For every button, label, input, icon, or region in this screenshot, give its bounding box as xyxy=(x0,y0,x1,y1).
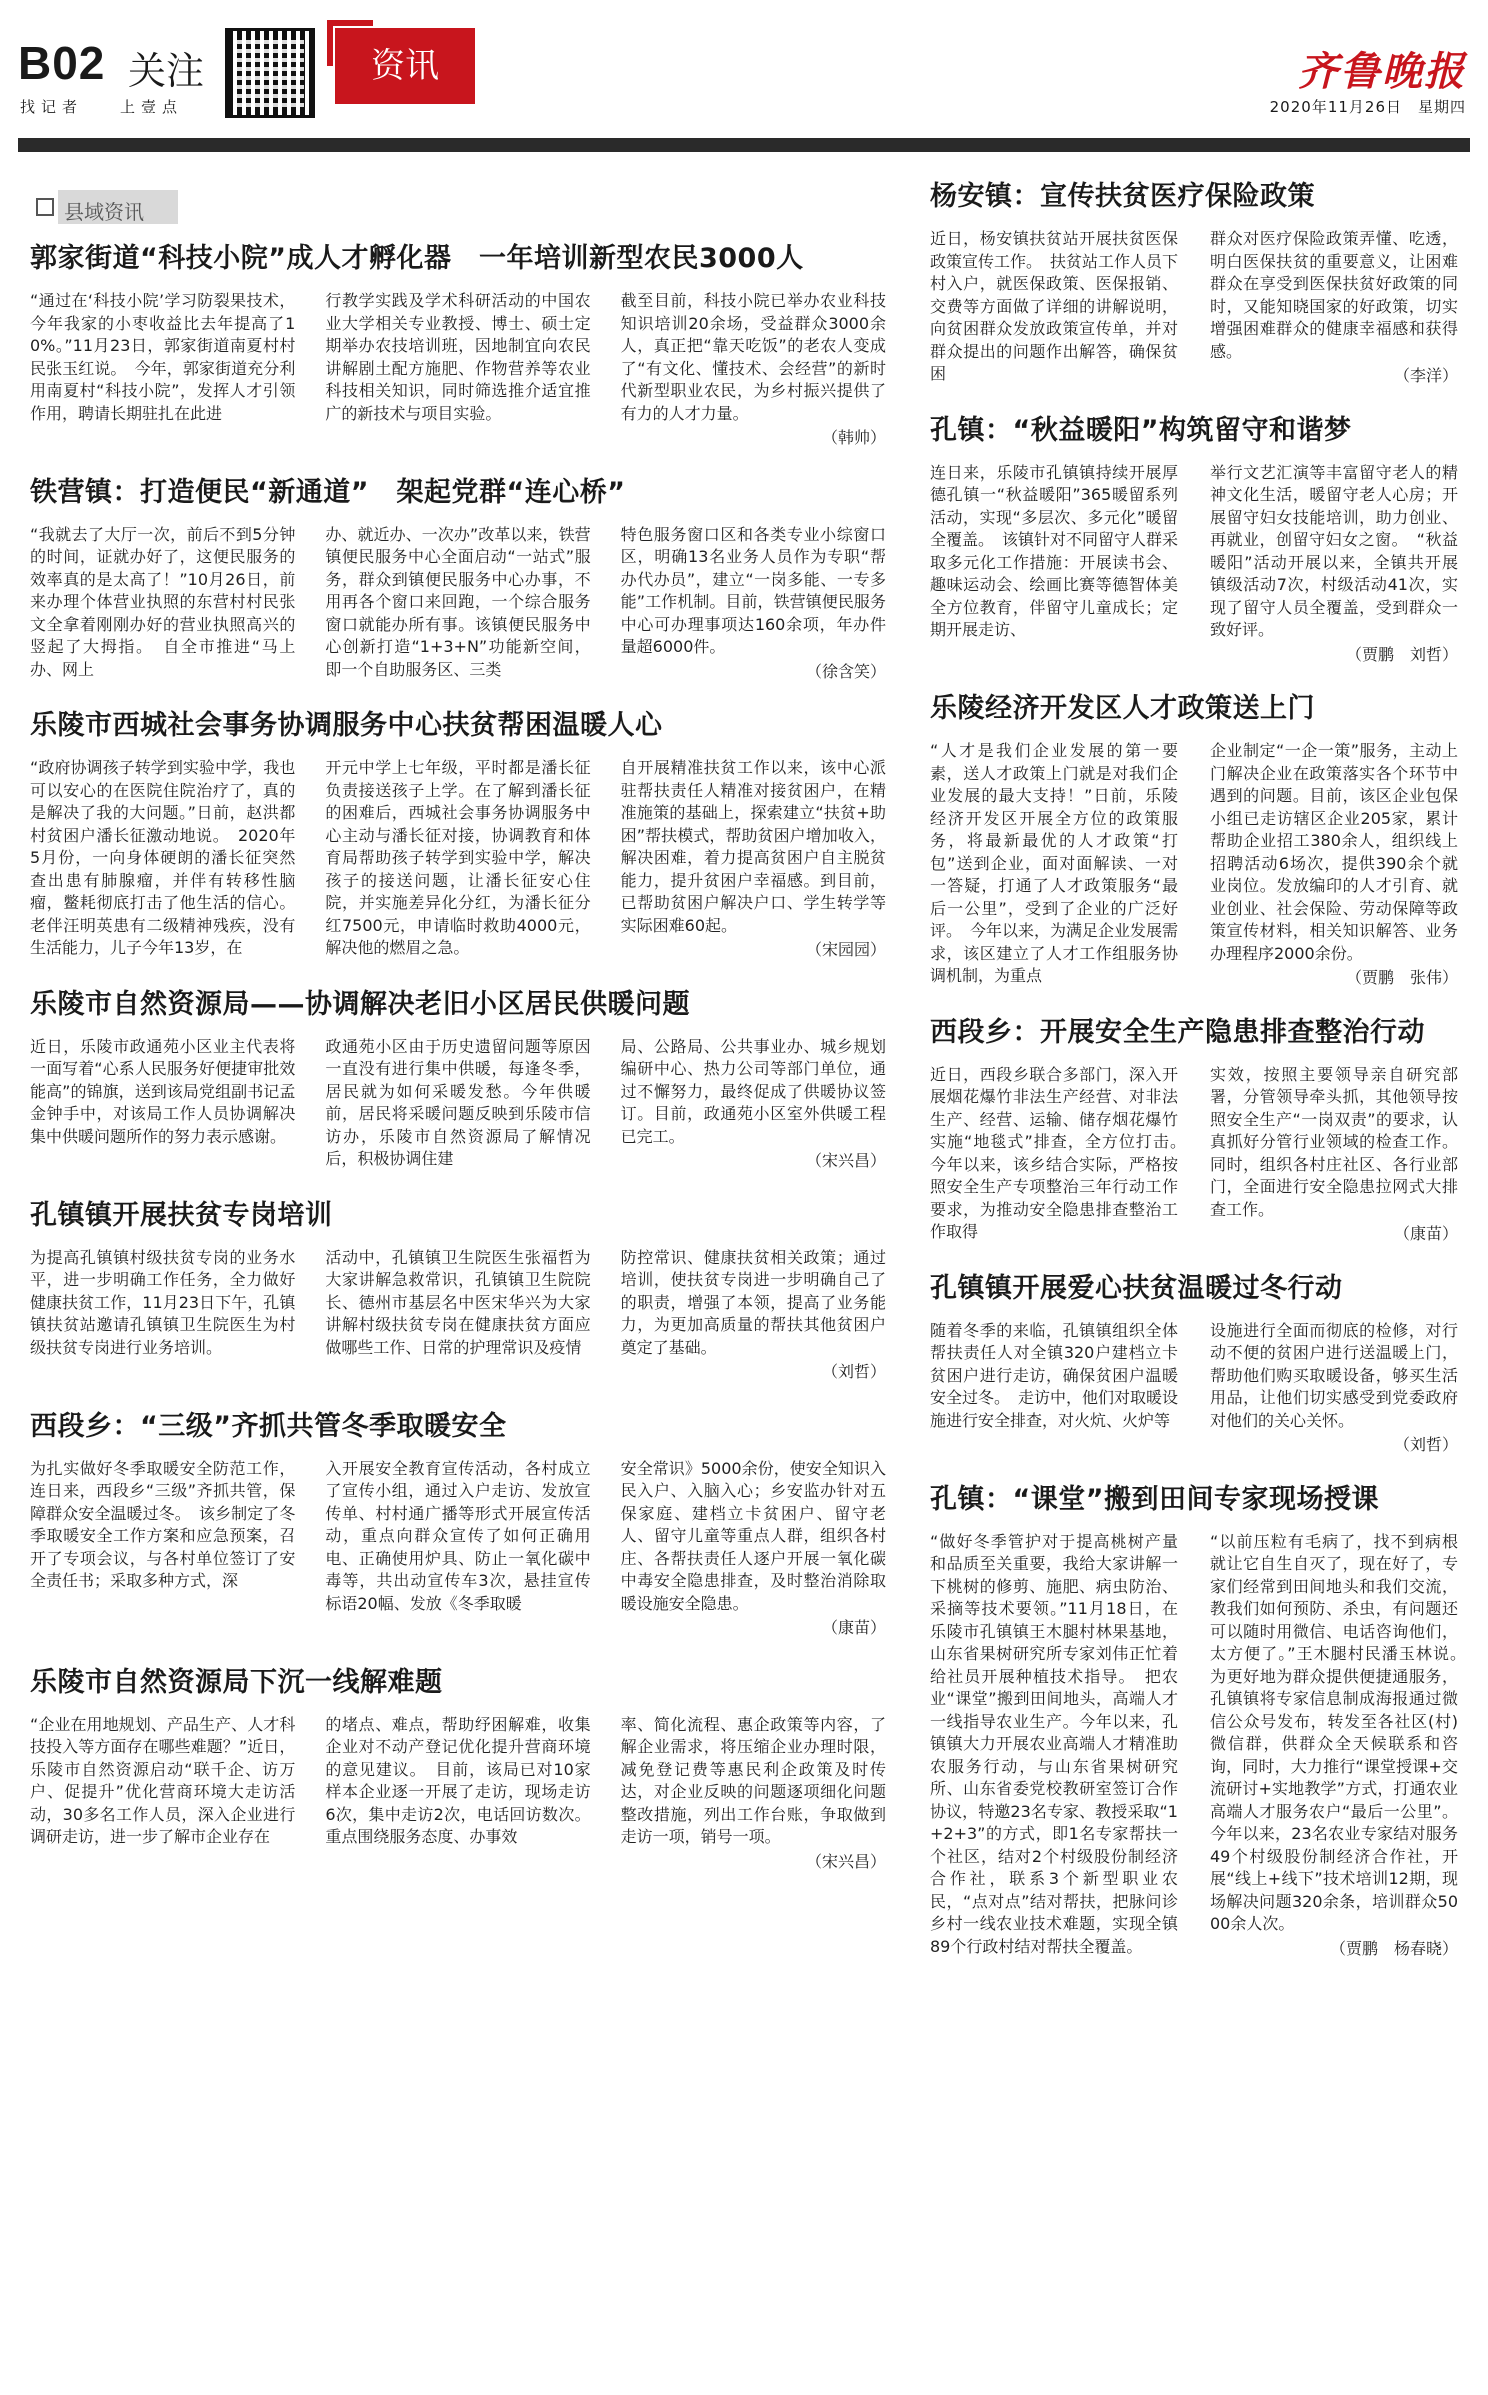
article-body xyxy=(18,1714,898,1874)
article-paragraph xyxy=(30,524,295,684)
article-byline: （宋园园） xyxy=(805,940,886,959)
paragraph-text: 率、简化流程、惠企政策等内容，了解企业需求，将压缩企业办理时限，减免登记费等惠民利企政策及时传达，对企业反映的问题逐项细化问题整改措施，列出工作台账，争取做到走访一项，销号一项。 xyxy=(620,1714,886,1846)
article-byline: （刘哲） xyxy=(1393,1435,1458,1454)
article-byline: （宋兴昌） xyxy=(805,1851,886,1871)
article-byline: （康苗） xyxy=(821,1618,886,1637)
article xyxy=(18,1406,898,1640)
county-news-tag xyxy=(36,190,216,228)
paragraph-text: 为提高孔镇镇村级扶贫专岗的业务水平，进一步明确工作任务，全力做好健康扶贫工作，11月23日下午，孔镇镇扶贫站邀请孔镇镇卫生院医生为村级扶贫专岗进行业务培训。 xyxy=(30,1247,296,1357)
article-headline[interactable]: 孔镇：“课堂”搬到田间专家现场授课 xyxy=(930,1483,1379,1515)
article-headline[interactable]: 西段乡：“三级”齐抓共管冬季取暖安全 xyxy=(30,1410,507,1442)
article-body xyxy=(918,228,1470,388)
paragraph-text: “我就去了大厅一次，前后不到5分钟的时间，证就办好了，这便民服务的效率真的是太高了！”10月26日，前来办理个体营业执照的东营村村民张文全拿着刚刚办好的营业执照高兴的竖起了大拇指。 自全市推进“马上办、网上 xyxy=(30,524,296,679)
article xyxy=(18,1662,898,1874)
paragraph-text: “通过在‘科技小院’学习防裂果技术，今年我家的小枣收益比去年提高了10%。”11月23日，郭家街道南夏村村民张玉红说。 今年，郭家街道充分利用南夏村“科技小院”，发挥人才引领作用，聘请长期驻扎在此进 xyxy=(30,291,296,423)
article-headline[interactable]: 孔镇：“秋益暖阳”构筑留守和谐梦 xyxy=(930,414,1352,446)
article-byline: （刘哲） xyxy=(821,1362,886,1381)
article-paragraph xyxy=(30,757,295,962)
paragraph-text: “政府协调孩子转学到实验中学，我也可以安心的在医院住院治疗了，真的是解决了我的大问题。”日前，赵洪都村贫困户潘长征激动地说。 2020年5月份，一向身体硬朗的潘长征突然查出患有肺腺瘤，并伴有转移性脑瘤，鳖耗彻底打击了他生活的信心。老伴汪明英患有二级精神残疾，没有生活能力，儿子今年13岁，在 xyxy=(30,758,296,957)
article xyxy=(18,984,898,1173)
paragraph-text: 防控常识、健康扶贫相关政策；通过培训，使扶贫专岗进一步明确自己了的职责，增强了本领，提高了业务能力，为更加高质量的帮扶其他贫困户奠定了基础。 xyxy=(620,1247,886,1357)
article-headline[interactable]: 乐陵市西城社会事务协调服务中心扶贫帮困温暖人心 xyxy=(30,710,663,741)
article-headline[interactable]: 孔镇镇开展爱心扶贫温暖过冬行动 xyxy=(930,1272,1343,1304)
article-headline[interactable]: 杨安镇：宣传扶贫医疗保险政策 xyxy=(930,181,1315,212)
article-paragraph xyxy=(930,1320,1178,1457)
article-byline: （康苗） xyxy=(1393,1224,1458,1243)
article xyxy=(918,410,1470,667)
article-paragraph xyxy=(621,1247,886,1384)
paragraph-text: 政通苑小区由于历史遗留问题等原因一直没有进行集中供暖，每逢冬季，居民就为如何采暖发愁。今年供暖前，居民将采暖问题反映到乐陵市信访办，乐陵市自然资源局了解情况后，积极协调住建 xyxy=(325,1036,591,1168)
paragraph-text: 群众对医疗保险政策弄懂、吃透，明白医保扶贫的重要意义，让困难群众在享受到医保扶贫好政策的同时，又能知晓国家的好政策，切实增强困难群众的健康幸福感和获得感。 xyxy=(1210,229,1458,361)
article-byline: （韩帅） xyxy=(821,428,886,447)
article-body xyxy=(18,757,898,962)
article-body xyxy=(18,1458,898,1640)
section-name: 关注 xyxy=(128,49,205,93)
paragraph-text: “企业在用地规划、产品生产、人才科技投入等方面存在哪些难题？”近日，乐陵市自然资源启动“联千企、访万户、促提升”优化营商环境大走访活动，30多名工作人员，深入企业进行调研走访，进一步了解市企业存在 xyxy=(30,1714,296,1846)
article-paragraph xyxy=(325,1036,590,1173)
article-paragraph xyxy=(1210,462,1458,667)
article-paragraph xyxy=(621,1714,886,1874)
article xyxy=(18,238,898,450)
paragraph-text: 近日，杨安镇扶贫站开展扶贫医保政策宣传工作。 扶贫站工作人员下村入户，就医保政策、医保报销、交费等方面做了详细的讲解说明，向贫困群众发放政策宣传单，并对群众提出的问题作出解答，确保贫困 xyxy=(930,229,1179,383)
square-icon xyxy=(36,198,54,216)
article-headline[interactable]: 郭家街道“科技小院”成人才孵化器 一年培训新型农民3000人 xyxy=(30,243,804,274)
article xyxy=(918,176,1470,388)
article-paragraph xyxy=(621,1458,886,1640)
masthead xyxy=(0,0,1488,150)
article-byline: （徐含笑） xyxy=(805,661,886,681)
article-paragraph xyxy=(930,740,1178,990)
article-byline: （李洋） xyxy=(1393,366,1458,385)
article-headline[interactable]: 乐陵市自然资源局下沉一线解难题 xyxy=(30,1666,443,1698)
issue-date: 2020年11月26日 星期四 xyxy=(1269,98,1466,116)
article-paragraph xyxy=(30,290,295,450)
article-body xyxy=(18,290,898,450)
paragraph-text: 开元中学上七年级，平时都是潘长征负责接送孩子上学。在了解到潘长征的困难后，西城社会事务协调服务中心主动与潘长征对接，协调教育和体育局帮助孩子转学到实验中学，解决孩子的接送问题，让潘长征安心住院，并实施差异化分红，为潘长征分红7500元，申请临时救助4000元，解决他的燃眉之急。 xyxy=(325,758,591,957)
article-body xyxy=(918,740,1470,990)
section-tag xyxy=(335,28,475,104)
article xyxy=(918,1268,1470,1457)
paragraph-text: 自开展精准扶贫工作以来，该中心派驻帮扶责任人精准对接贫困户，在精准施策的基础上，探索建立“扶贫+助困”帮扶模式，帮助贫困户增加收入，解决困难，着力提高贫困户自主脱贫能力，提升贫困户幸福感。到目前，已帮助贫困户解决户口、学生转学等实际困难60起。 xyxy=(620,758,886,935)
paragraph-text: 近日，西段乡联合多部门，深入开展烟花爆竹非法生产经营、对非法生产、经营、运输、储存烟花爆竹实施“地毯式”排查，全方位打击。 今年以来，该乡结合实际，严格按照安全生产专项整治三年行动工作要求，为推动安全隐患排查整治工作取得 xyxy=(930,1064,1195,1241)
article-paragraph xyxy=(325,1714,590,1874)
article-headline[interactable]: 乐陵经济开发区人才政策送上门 xyxy=(930,693,1315,724)
article-paragraph xyxy=(30,1714,295,1874)
paragraph-text: 近日，乐陵市政通苑小区业主代表将一面写着“心系人民服务好便捷审批效能高”的锦旗，送到该局党组副书记孟金钟手中，对该局工作人员协调解决集中供暖问题所作的努力表示感谢。 xyxy=(30,1036,296,1146)
article-paragraph xyxy=(30,1247,295,1384)
paragraph-text: 随着冬季的来临，孔镇镇组织全体帮扶责任人对全镇320户建档立卡贫困户进行走访，确保贫困户温暖安全过冬。 走访中，他们对取暖设施进行安全排查，对火炕、火炉等 xyxy=(930,1320,1179,1430)
article-headline[interactable]: 孔镇镇开展扶贫专岗培训 xyxy=(30,1199,333,1231)
article-paragraph xyxy=(30,1458,295,1640)
article xyxy=(918,1012,1470,1246)
qr-code-icon xyxy=(225,28,315,118)
article-byline: （贾鹏 刘哲） xyxy=(1345,644,1458,664)
article-paragraph xyxy=(325,1458,590,1640)
article-byline: （贾鹏 杨春晓） xyxy=(1329,1938,1458,1958)
article-paragraph xyxy=(325,290,590,450)
article-paragraph xyxy=(621,290,886,450)
article-body xyxy=(18,524,898,684)
article-paragraph xyxy=(30,1036,295,1173)
article-headline[interactable]: 西段乡：开展安全生产隐患排查整治行动 xyxy=(930,1016,1425,1048)
article-paragraph xyxy=(1210,228,1458,388)
article-paragraph xyxy=(325,1247,590,1384)
article-paragraph xyxy=(325,524,590,684)
paragraph-text: 为扎实做好冬季取暖安全防范工作，连日来，西段乡“三级”齐抓共管，保障群众安全温暖过冬。 该乡制定了冬季取暖安全工作方案和应急预案，召开了专项会议，与各村单位签订了安全责任书；采取多种方式，深 xyxy=(30,1458,296,1590)
paragraph-text: 的堵点、难点，帮助纾困解难，收集企业对不动产登记优化提升营商环境的意见建议。 目前，该局已对10家样本企业逐一开展了走访，现场走访6次，集中走访2次，电话回访数次。重点围绕服务态度、办事效 xyxy=(325,1714,591,1846)
paragraph-text: 特色服务窗口区和各类专业小综窗口区，明确13名业务人员作为专职“帮办代办员”，建立“一岗多能、一专多能”工作机制。目前，铁营镇便民服务中心可办理事项达160余项，年办件量超6000件。 xyxy=(620,524,886,656)
article xyxy=(18,1195,898,1384)
article-paragraph xyxy=(930,1064,1195,1246)
paragraph-text: “做好冬季管护对于提高桃树产量和品质至关重要，我给大家讲解一下桃树的修剪、施肥、病虫防治、采摘等技术要领。”11月18日，在乐陵市孔镇镇王木腿村林果基地，山东省果树研究所专家刘伟正忙着给社员开展种植技术指导。 把农业“课堂”搬到田间地头，高端人才一线指导农业生产。今年以来，孔镇镇大力开展农业高端人才精准助农服务行动，与山东省果树研究所、山东省委党校教研室签订合作协议，特邀23名专家、教授采取“1+2+3”的方式，即1名专家帮扶一个社区，结对2个村级股份制经济合作社，联系3个新型职业农民，“点对点”结对帮扶，把脉问诊乡村一线农业技术难题，实现全镇89个行政村结对帮扶全覆盖。 xyxy=(930,1531,1178,1956)
paragraph-text: 设施进行全面而彻底的检修，对行动不便的贫困户进行送温暖上门，帮助他们购买取暖设备，够买生活用品，让他们切实感受到党委政府对他们的关心关怀。 xyxy=(1210,1320,1458,1430)
paragraph-text: 入开展安全教育宣传活动，各村成立了宣传小组，通过入户走访、发放宣传单、村村通广播等形式开展宣传活动，重点向群众宣传了如何正确用电、正确使用炉具、防止一氧化碳中毒等，共出动宣传车3次，悬挂宣传标语20幅、发放《冬季取暖 xyxy=(325,1458,591,1613)
reporter-hint: 找记者 xyxy=(20,98,84,116)
article xyxy=(18,472,898,684)
page-number: B02 xyxy=(18,37,106,89)
article-body xyxy=(918,1531,1475,1961)
article-byline: （宋兴昌） xyxy=(805,1151,886,1170)
newspaper-logo: 齐鲁晚报 xyxy=(1298,48,1466,95)
paragraph-text: 活动中，孔镇镇卫生院医生张福哲为大家讲解急救常识，孔镇镇卫生院院长、德州市基层名中医宋华兴为大家讲解村级扶贫专岗在健康扶贫方面应做哪些工作、日常的护理常识及疫情 xyxy=(325,1247,591,1357)
paragraph-text: 实效，按照主要领导亲自研究部署，分管领导牵头抓，其他领导按照安全生产“一岗双责”的要求，认真抓好分管行业领域的检查工作。同时，组织各村庄社区、各行业部门，全面进行安全隐患拉网式大排查工作。 xyxy=(1210,1064,1458,1219)
article-body xyxy=(918,1320,1470,1457)
masthead-rule xyxy=(18,138,1470,152)
paragraph-text: 举行文艺汇演等丰富留守老人的精神文化生活，暖留守老人心房；开展留守妇女技能培训，助力创业、再就业，创留守妇女之窗。 “秋益暖阳”活动开展以来，全镇共开展镇级活动7次，村级活动41次，实现了留守人员全覆盖，受到群众一致好评。 xyxy=(1210,462,1458,639)
paragraph-text: 企业制定“一企一策”服务，主动上门解决企业在政策落实各个环节中遇到的问题。目前，该区企业包保小组已走访辖区企业205家，累计帮助企业招工380余人，组织线上招聘活动6场次，提供390余个就业岗位。发放编印的人才引育、就业创业、社会保险、劳动保障等政策宣传材料，相关知识解答、业务办理程序2000余份。 xyxy=(1210,741,1458,963)
article-body xyxy=(18,1036,898,1173)
article xyxy=(918,688,1470,990)
paragraph-text: 截至目前，科技小院已举办农业科技知识培训20余场，受益群众3000余人，真正把“靠天吃饭”的老农人变成了“有文化、懂技术、会经营”的新时代新型职业农民，为乡村振兴提供了有力的人才力量。 xyxy=(620,291,886,423)
article-paragraph xyxy=(621,1036,886,1173)
article-paragraph xyxy=(930,462,1178,667)
paragraph-text: “人才是我们企业发展的第一要素，送人才政策上门就是对我们企业发展的最大支持！”日前，乐陵经济开发区开展全方位的政策服务，将最新最优的人才政策“打包”送到企业，面对面解读、一对一答疑，打通了人才政策服务“最后一公里”，受到了企业的广泛好评。 今年以来，为满足企业发展需求，该区建立了人才工作组服务协调机制，为重点 xyxy=(930,741,1179,985)
county-news-label: 县域资讯 xyxy=(64,200,144,224)
article xyxy=(918,1479,1475,1961)
article-body xyxy=(18,1247,898,1384)
article-paragraph xyxy=(325,757,590,962)
editor-hint: 上壹点 xyxy=(120,98,184,116)
section-tag-label: 资讯 xyxy=(371,46,439,86)
article-paragraph xyxy=(1210,740,1458,990)
paragraph-text: 局、公路局、公共事业办、城乡规划编研中心、热力公司等部门单位，通过不懈努力，最终促成了供暖协议签订。目前，政通苑小区室外供暖工程已完工。 xyxy=(620,1036,886,1146)
article-paragraph xyxy=(930,1531,1178,1961)
paragraph-text: 连日来，乐陵市孔镇镇持续开展厚德孔镇一“秋益暖阳”365暖留系列活动，实现“多层次、多元化”暖留全覆盖。 该镇针对不同留守人群采取多元化工作措施：开展读书会、趣味运动会、绘画比赛等德智体美全方位教育，伴留守儿童成长；定期开展走访、 xyxy=(930,462,1179,639)
article-paragraph xyxy=(1210,1531,1475,1961)
paragraph-text: 行教学实践及学术科研活动的中国农业大学相关专业教授、博士、硕士定期举办农技培训班，因地制宜向农民讲解剧土配方施肥、作物营养等农业科技相关知识，同时筛选推介适宜推广的新技术与项目实验。 xyxy=(325,291,591,423)
article-paragraph xyxy=(1210,1064,1458,1246)
article-body xyxy=(918,1064,1470,1246)
article xyxy=(18,705,898,962)
paragraph-text: 安全常识》5000余份，使安全知识入民入户、入脑入心；乡安监办针对五保家庭、建档立卡贫困户、留守老人、留守儿童等重点人群，组织各村庄、各帮扶责任人逐户开展一氧化碳中毒安全隐患排查，及时整治消除取暖设施安全隐患。 xyxy=(620,1458,886,1613)
paragraph-text: “以前压粒有毛病了，找不到病根就让它自生自灭了，现在好了，专家们经常到田间地头和我们交流，教我们如何预防、杀虫，有问题还可以随时用微信、电话咨询他们，太方便了。”王木腿村民潘玉林说。 为更好地为群众提供便捷通服务，孔镇镇将专家信息制成海报通过微信公众号发布，转发至各社区(村)微信群，供群众全天候联系和咨询，同时，大力推行“课堂授课+交流研讨+实地教学”方式，打通农业高端人才服务农户“最后一公里”。今年以来，23名农业专家结对服务49个村级股份制经济合作社，开展“线上+线下”技术培训12期，现场解决问题320余条，培训群众5000余人次。 xyxy=(1210,1531,1475,1933)
right-column xyxy=(918,170,1475,1960)
article-paragraph xyxy=(1210,1320,1458,1457)
article-body xyxy=(918,462,1470,667)
left-column xyxy=(18,170,898,1873)
article-headline[interactable]: 铁营镇：打造便民“新通道” 架起党群“连心桥” xyxy=(30,476,626,508)
article-byline: （贾鹏 张伟） xyxy=(1345,968,1458,987)
article-paragraph xyxy=(930,228,1178,388)
article-paragraph xyxy=(621,524,886,684)
paragraph-text: 办、就近办、一次办”改革以来，铁营镇便民服务中心全面启动“一站式”服务，群众到镇便民服务中心办事，不用再各个窗口来回跑，一个综合服务窗口就能办所有事。该镇便民服务中心创新打造“1+3+N”功能新空间，即一个自助服务区、三类 xyxy=(325,524,591,679)
article-paragraph xyxy=(621,757,886,962)
article-headline[interactable]: 乐陵市自然资源局——协调解决老旧小区居民供暖问题 xyxy=(30,988,690,1020)
